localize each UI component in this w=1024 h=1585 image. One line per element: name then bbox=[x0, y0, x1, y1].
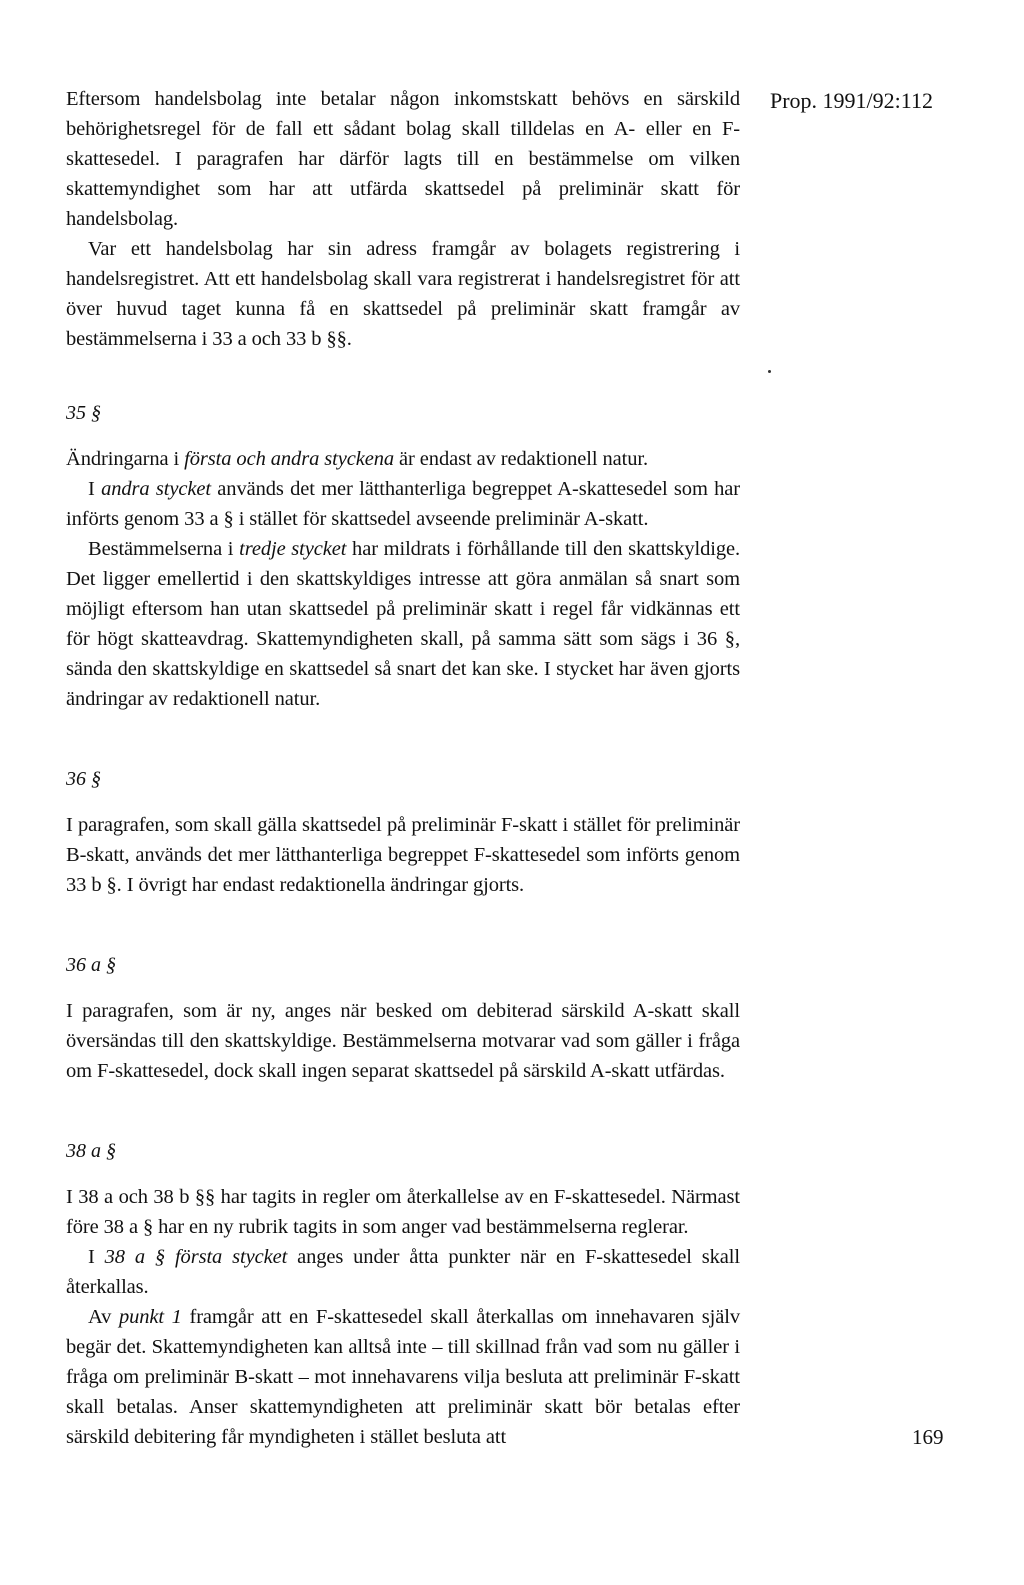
section-heading-36: 36 § bbox=[66, 768, 101, 790]
section-heading-36a: 36 a § bbox=[66, 954, 116, 976]
emphasis: 38 a § första stycket bbox=[104, 1246, 288, 1268]
sec35-paragraph-1: Ändringarna i första och andra styckena är endast av redaktionell natur. bbox=[66, 448, 649, 470]
section-heading-38a: 38 a § bbox=[66, 1140, 116, 1162]
intro-paragraph-2: Var ett handelsbolag har sin adress framgår av bolagets registrering i handelsregistret. Att ett handelsbolag skall vara registrerat i handelsregistret för att över huvud taget kunna få en skattsedel på preliminär skatt framgår av bestämmelserna i 33 a och 33 b §§. bbox=[66, 238, 740, 350]
sec35-paragraph-3: Bestämmelserna i tredje stycket har mildrats i förhållande till den skattskyldige. Det ligger emellertid i den skattskyldiges intresse att göra anmälan så snart som möjligt eftersom han utan skattsedel på preliminär skatt i regel får vidkännas ett för högt skatteavdrag. Skattemyndigheten skall, på samma sätt som sägs i 36 §, sända den skattskyldige en skattsedel så snart det kan ske. I stycket har även gjorts ändringar av redaktionell natur. bbox=[66, 538, 740, 710]
emphasis: punkt 1 bbox=[118, 1306, 182, 1328]
emphasis: första och andra styckena bbox=[184, 448, 395, 470]
sec38a-paragraph-1: I 38 a och 38 b §§ har tagits in regler om återkallelse av en F-skattesedel. Närmast före 38 a § har en ny rubrik tagits in som anger vad bestämmelserna reglerar. bbox=[66, 1186, 740, 1238]
emphasis: andra stycket bbox=[101, 478, 211, 500]
emphasis: tredje stycket bbox=[239, 538, 347, 560]
sec36-paragraph-1: I paragrafen, som skall gälla skattsedel på preliminär F-skatt i stället för preliminär B-skatt, används det mer lätthanterliga begreppet F-skattesedel som införts genom 33 b §. I övrigt har endast redaktionella ändringar gjorts. bbox=[66, 814, 740, 896]
sec38a-paragraph-2: I 38 a § första stycket anges under åtta punkter när en F-skattesedel skall återkallas. bbox=[66, 1246, 740, 1298]
spacer bbox=[66, 354, 740, 398]
sec36a-paragraph-1: I paragrafen, som är ny, anges när besked om debiterad särskild A-skatt skall översändas till den skattskyldige. Bestämmelserna motvarar vad som gäller i fråga om F-skattesedel, dock skall ingen separat skattsedel på särskild A-skatt utfärdas. bbox=[66, 1000, 740, 1082]
proposition-reference: Prop. 1991/92:112 bbox=[770, 88, 933, 113]
spacer bbox=[66, 428, 740, 444]
stray-dot-mark bbox=[768, 370, 771, 373]
spacer bbox=[66, 1086, 740, 1136]
spacer bbox=[66, 794, 740, 810]
sec35-paragraph-2: I andra stycket används det mer lätthanterliga begreppet A-skattesedel som har införts genom 33 a § i stället för skattsedel avseende preliminär A-skatt. bbox=[66, 478, 740, 530]
spacer bbox=[66, 980, 740, 996]
page-number: 169 bbox=[912, 1425, 944, 1449]
sec38a-paragraph-3: Av punkt 1 framgår att en F-skattesedel skall återkallas om innehavaren själv begär det. Skattemyndigheten kan alltså inte – till skillnad från vad som nu gäller i fråga om preliminär B-skatt – mot innehavarens vilja besluta att preliminär F-skatt skall betalas. Anser skattemyndigheten att preliminär skatt bör betalas efter särskild debitering får myndigheten i stället besluta att bbox=[66, 1306, 741, 1448]
spacer bbox=[66, 900, 740, 950]
spacer bbox=[66, 1166, 740, 1182]
section-heading-35: 35 § bbox=[66, 402, 101, 424]
intro-paragraph-1: Eftersom handelsbolag inte betalar någon inkomstskatt behövs en särskild behörighetsregel för de fall ett sådant bolag skall tilldelas en A- eller en F-skattesedel. I paragrafen har därför lagts till en bestämmelse om vilken skattemyndighet som har att utfärda skattsedel på preliminär skatt för handelsbolag. bbox=[66, 88, 740, 230]
page-body bbox=[66, 84, 740, 1452]
spacer bbox=[66, 714, 740, 764]
